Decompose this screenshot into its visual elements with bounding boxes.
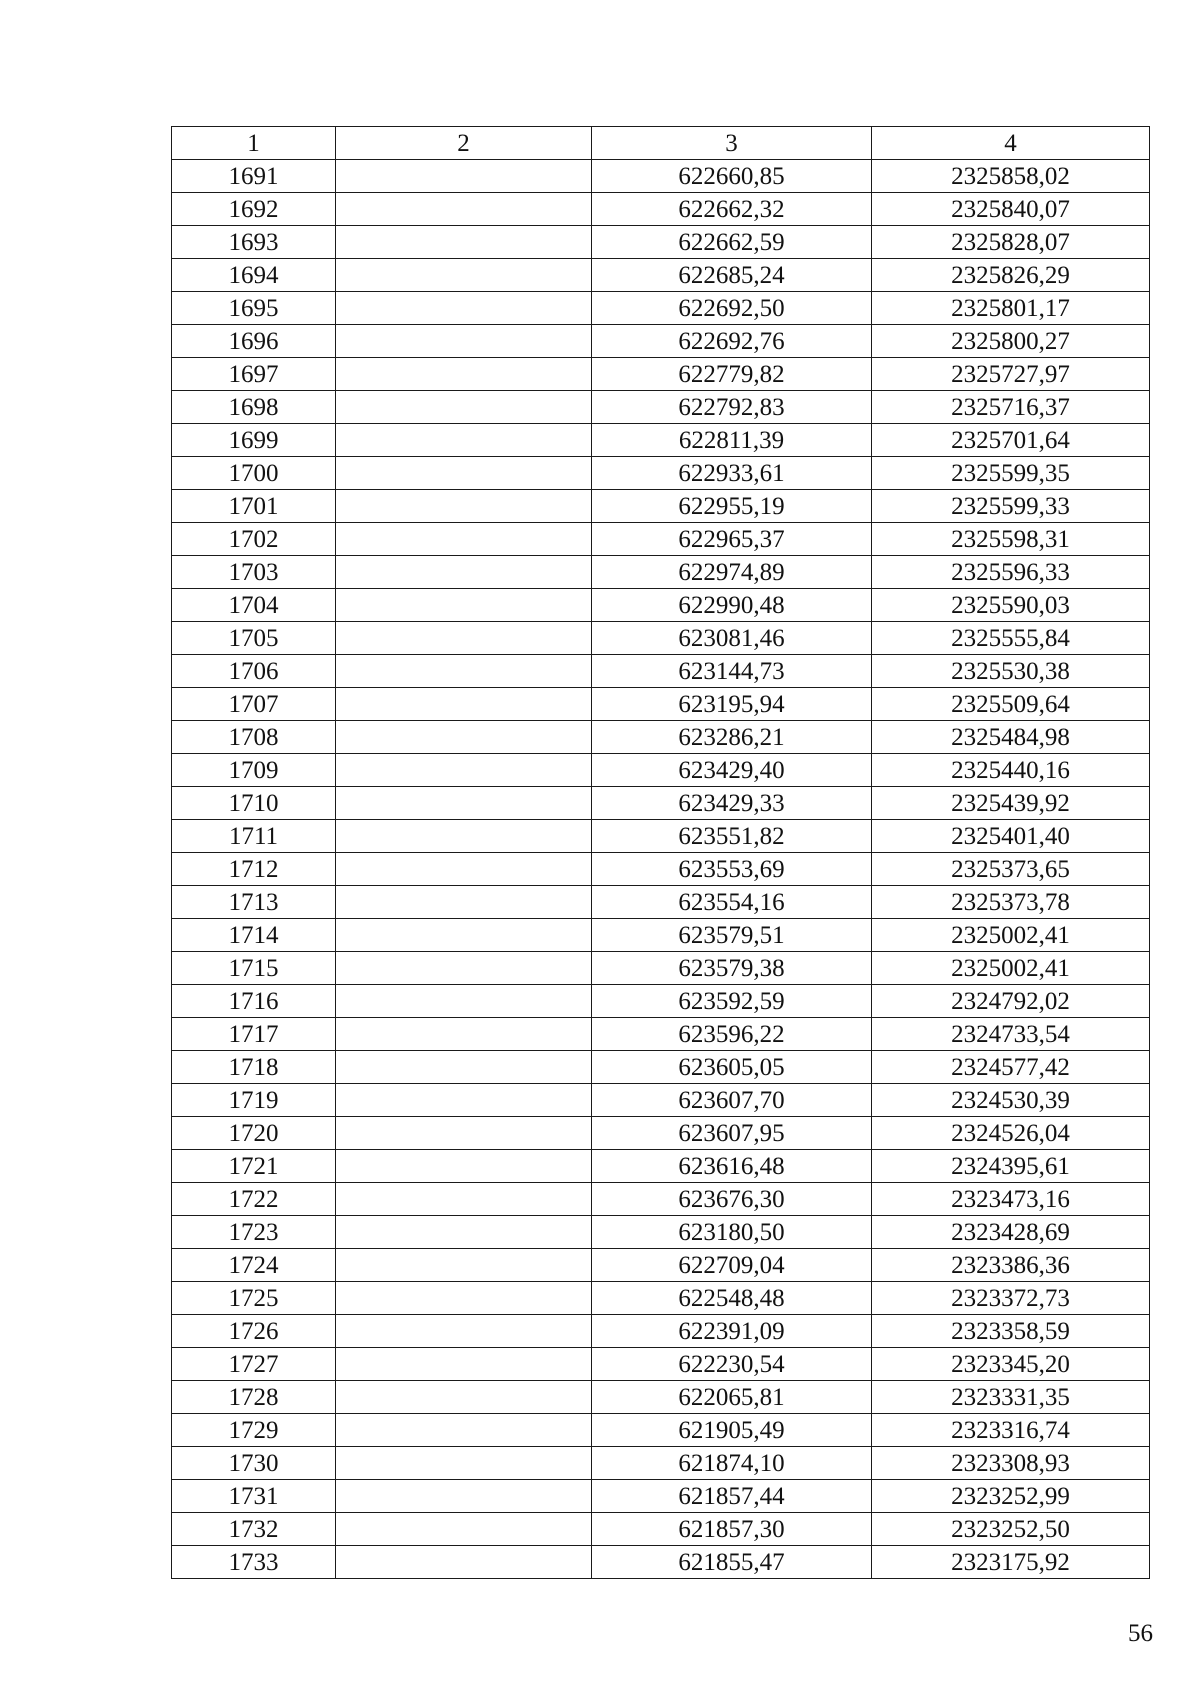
x-coordinate-cell: 622709,04 [592,1249,872,1282]
x-coordinate-cell: 623579,51 [592,919,872,952]
x-coordinate-cell: 622974,89 [592,556,872,589]
x-coordinate-cell: 622779,82 [592,358,872,391]
table-row [172,1348,1150,1381]
table-row [172,292,1150,325]
table-row [172,1414,1150,1447]
description-cell [336,688,592,721]
point-number-cell: 1717 [172,1018,336,1051]
point-number-cell: 1699 [172,424,336,457]
y-coordinate-cell: 2325509,64 [872,688,1150,721]
description-cell [336,1084,592,1117]
description-cell [336,886,592,919]
x-coordinate-cell: 623676,30 [592,1183,872,1216]
table-row [172,1084,1150,1117]
y-coordinate-cell: 2325800,27 [872,325,1150,358]
description-cell [336,985,592,1018]
description-cell [336,754,592,787]
point-number-cell: 1700 [172,457,336,490]
x-coordinate-cell: 623551,82 [592,820,872,853]
description-cell [336,1447,592,1480]
y-coordinate-cell: 2325373,78 [872,886,1150,919]
table-row [172,1051,1150,1084]
y-coordinate-cell: 2325530,38 [872,655,1150,688]
description-cell [336,556,592,589]
x-coordinate-cell: 622965,37 [592,523,872,556]
description-cell [336,226,592,259]
point-number-cell: 1733 [172,1546,336,1579]
y-coordinate-cell: 2324733,54 [872,1018,1150,1051]
description-cell [336,325,592,358]
table-row [172,1381,1150,1414]
point-number-cell: 1725 [172,1282,336,1315]
table-row [172,820,1150,853]
table-row [172,523,1150,556]
description-cell [336,160,592,193]
y-coordinate-cell: 2323428,69 [872,1216,1150,1249]
y-coordinate-cell: 2325439,92 [872,787,1150,820]
point-number-cell: 1706 [172,655,336,688]
table-row [172,193,1150,226]
description-cell [336,193,592,226]
x-coordinate-cell: 623616,48 [592,1150,872,1183]
x-coordinate-cell: 621857,44 [592,1480,872,1513]
x-coordinate-cell: 622692,50 [592,292,872,325]
description-cell [336,391,592,424]
x-coordinate-cell: 623605,05 [592,1051,872,1084]
y-coordinate-cell: 2324577,42 [872,1051,1150,1084]
column-header-3: 3 [592,127,872,160]
x-coordinate-cell: 623195,94 [592,688,872,721]
table-row [172,1117,1150,1150]
table-row [172,556,1150,589]
point-number-cell: 1707 [172,688,336,721]
point-number-cell: 1714 [172,919,336,952]
y-coordinate-cell: 2325701,64 [872,424,1150,457]
description-cell [336,1381,592,1414]
point-number-cell: 1705 [172,622,336,655]
x-coordinate-cell: 621874,10 [592,1447,872,1480]
y-coordinate-cell: 2325590,03 [872,589,1150,622]
table-row [172,490,1150,523]
x-coordinate-cell: 622660,85 [592,160,872,193]
x-coordinate-cell: 621905,49 [592,1414,872,1447]
table-row [172,1447,1150,1480]
x-coordinate-cell: 623579,38 [592,952,872,985]
y-coordinate-cell: 2325599,35 [872,457,1150,490]
table-row [172,1315,1150,1348]
column-header-2: 2 [336,127,592,160]
x-coordinate-cell: 622933,61 [592,457,872,490]
x-coordinate-cell: 622692,76 [592,325,872,358]
x-coordinate-cell: 623596,22 [592,1018,872,1051]
x-coordinate-cell: 622065,81 [592,1381,872,1414]
table-row [172,721,1150,754]
point-number-cell: 1710 [172,787,336,820]
table-row [172,886,1150,919]
description-cell [336,523,592,556]
x-coordinate-cell: 623553,69 [592,853,872,886]
x-coordinate-cell: 622955,19 [592,490,872,523]
x-coordinate-cell: 622662,59 [592,226,872,259]
point-number-cell: 1715 [172,952,336,985]
table-row [172,1018,1150,1051]
x-coordinate-cell: 623607,95 [592,1117,872,1150]
x-coordinate-cell: 623607,70 [592,1084,872,1117]
point-number-cell: 1711 [172,820,336,853]
point-number-cell: 1709 [172,754,336,787]
y-coordinate-cell: 2325828,07 [872,226,1150,259]
table-row [172,853,1150,886]
y-coordinate-cell: 2324395,61 [872,1150,1150,1183]
page-number: 56 [1128,1620,1153,1647]
point-number-cell: 1716 [172,985,336,1018]
y-coordinate-cell: 2324530,39 [872,1084,1150,1117]
y-coordinate-cell: 2325858,02 [872,160,1150,193]
point-number-cell: 1708 [172,721,336,754]
y-coordinate-cell: 2325002,41 [872,919,1150,952]
point-number-cell: 1695 [172,292,336,325]
point-number-cell: 1724 [172,1249,336,1282]
table-row [172,391,1150,424]
y-coordinate-cell: 2325727,97 [872,358,1150,391]
description-cell [336,1117,592,1150]
description-cell [336,853,592,886]
x-coordinate-cell: 622391,09 [592,1315,872,1348]
description-cell [336,655,592,688]
description-cell [336,292,592,325]
table-row [172,1513,1150,1546]
x-coordinate-cell: 622662,32 [592,193,872,226]
point-number-cell: 1697 [172,358,336,391]
column-header-4: 4 [872,127,1150,160]
description-cell [336,919,592,952]
point-number-cell: 1704 [172,589,336,622]
point-number-cell: 1732 [172,1513,336,1546]
point-number-cell: 1729 [172,1414,336,1447]
description-cell [336,1183,592,1216]
y-coordinate-cell: 2325440,16 [872,754,1150,787]
table-row [172,1282,1150,1315]
x-coordinate-cell: 622548,48 [592,1282,872,1315]
point-number-cell: 1691 [172,160,336,193]
point-number-cell: 1703 [172,556,336,589]
table-row [172,1546,1150,1579]
table-row [172,1249,1150,1282]
y-coordinate-cell: 2325599,33 [872,490,1150,523]
description-cell [336,1480,592,1513]
y-coordinate-cell: 2323175,92 [872,1546,1150,1579]
y-coordinate-cell: 2325826,29 [872,259,1150,292]
description-cell [336,952,592,985]
column-header-1: 1 [172,127,336,160]
y-coordinate-cell: 2325598,31 [872,523,1150,556]
point-number-cell: 1702 [172,523,336,556]
table-row [172,325,1150,358]
description-cell [336,1546,592,1579]
table-row [172,985,1150,1018]
y-coordinate-cell: 2323473,16 [872,1183,1150,1216]
description-cell [336,1216,592,1249]
point-number-cell: 1727 [172,1348,336,1381]
description-cell [336,259,592,292]
x-coordinate-cell: 622990,48 [592,589,872,622]
table-row [172,622,1150,655]
description-cell [336,787,592,820]
point-number-cell: 1692 [172,193,336,226]
y-coordinate-cell: 2325555,84 [872,622,1150,655]
y-coordinate-cell: 2325484,98 [872,721,1150,754]
point-number-cell: 1701 [172,490,336,523]
point-number-cell: 1694 [172,259,336,292]
point-number-cell: 1712 [172,853,336,886]
table-row [172,655,1150,688]
x-coordinate-cell: 623429,40 [592,754,872,787]
table-row [172,259,1150,292]
description-cell [336,1414,592,1447]
y-coordinate-cell: 2323252,50 [872,1513,1150,1546]
table-row [172,952,1150,985]
y-coordinate-cell: 2325716,37 [872,391,1150,424]
description-cell [336,622,592,655]
y-coordinate-cell: 2325002,41 [872,952,1150,985]
y-coordinate-cell: 2323372,73 [872,1282,1150,1315]
x-coordinate-cell: 623286,21 [592,721,872,754]
description-cell [336,1282,592,1315]
table-row [172,1150,1150,1183]
description-cell [336,820,592,853]
point-number-cell: 1698 [172,391,336,424]
point-number-cell: 1713 [172,886,336,919]
x-coordinate-cell: 623144,73 [592,655,872,688]
table-row [172,1480,1150,1513]
y-coordinate-cell: 2323386,36 [872,1249,1150,1282]
x-coordinate-cell: 623180,50 [592,1216,872,1249]
coordinates-table [171,126,1150,1579]
x-coordinate-cell: 622792,83 [592,391,872,424]
description-cell [336,1513,592,1546]
y-coordinate-cell: 2325401,40 [872,820,1150,853]
point-number-cell: 1718 [172,1051,336,1084]
table-row [172,226,1150,259]
table-row [172,754,1150,787]
x-coordinate-cell: 622230,54 [592,1348,872,1381]
x-coordinate-cell: 621855,47 [592,1546,872,1579]
description-cell [336,457,592,490]
y-coordinate-cell: 2323331,35 [872,1381,1150,1414]
description-cell [336,1249,592,1282]
y-coordinate-cell: 2324792,02 [872,985,1150,1018]
table-row [172,688,1150,721]
point-number-cell: 1730 [172,1447,336,1480]
table-row [172,1216,1150,1249]
description-cell [336,589,592,622]
x-coordinate-cell: 621857,30 [592,1513,872,1546]
description-cell [336,1018,592,1051]
point-number-cell: 1728 [172,1381,336,1414]
x-coordinate-cell: 623081,46 [592,622,872,655]
point-number-cell: 1723 [172,1216,336,1249]
y-coordinate-cell: 2325596,33 [872,556,1150,589]
point-number-cell: 1720 [172,1117,336,1150]
y-coordinate-cell: 2324526,04 [872,1117,1150,1150]
y-coordinate-cell: 2323316,74 [872,1414,1150,1447]
table-row [172,589,1150,622]
description-cell [336,1051,592,1084]
point-number-cell: 1722 [172,1183,336,1216]
x-coordinate-cell: 623429,33 [592,787,872,820]
table-row [172,424,1150,457]
x-coordinate-cell: 623554,16 [592,886,872,919]
point-number-cell: 1719 [172,1084,336,1117]
y-coordinate-cell: 2323252,99 [872,1480,1150,1513]
description-cell [336,1348,592,1381]
x-coordinate-cell: 623592,59 [592,985,872,1018]
y-coordinate-cell: 2325801,17 [872,292,1150,325]
table-row [172,1183,1150,1216]
table-row [172,457,1150,490]
point-number-cell: 1696 [172,325,336,358]
table-row [172,787,1150,820]
point-number-cell: 1721 [172,1150,336,1183]
description-cell [336,424,592,457]
description-cell [336,490,592,523]
point-number-cell: 1731 [172,1480,336,1513]
y-coordinate-cell: 2323358,59 [872,1315,1150,1348]
description-cell [336,1315,592,1348]
description-cell [336,358,592,391]
x-coordinate-cell: 622811,39 [592,424,872,457]
y-coordinate-cell: 2323308,93 [872,1447,1150,1480]
table-body [172,160,1150,1579]
table-row [172,358,1150,391]
point-number-cell: 1726 [172,1315,336,1348]
table-row [172,160,1150,193]
y-coordinate-cell: 2323345,20 [872,1348,1150,1381]
y-coordinate-cell: 2325840,07 [872,193,1150,226]
table-row [172,919,1150,952]
table-header-row [172,127,1150,160]
x-coordinate-cell: 622685,24 [592,259,872,292]
y-coordinate-cell: 2325373,65 [872,853,1150,886]
description-cell [336,1150,592,1183]
point-number-cell: 1693 [172,226,336,259]
description-cell [336,721,592,754]
